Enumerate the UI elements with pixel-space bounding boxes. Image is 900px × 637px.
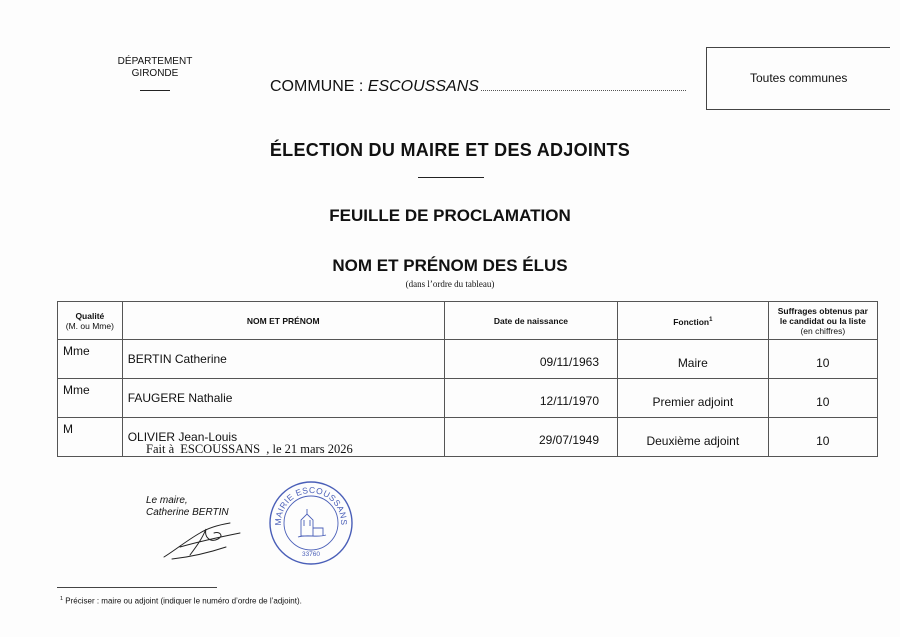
header-fonction-label: Fonction (673, 316, 710, 327)
signatory-title: Le maire, (146, 495, 188, 506)
section-title: NOM ET PRÉNOM DES ÉLUS (332, 256, 568, 275)
cell-date: 12/11/1970 (444, 379, 617, 418)
department-block (110, 56, 200, 91)
section-note: (dans l’ordre du tableau) (405, 279, 495, 289)
title-rule (418, 177, 484, 178)
department-name: GIRONDE (131, 68, 179, 79)
commune-label: COMMUNE : (270, 78, 364, 95)
commune-name: ESCOUSSANS (367, 78, 479, 95)
signatory-block (146, 495, 229, 519)
place-name: ESCOUSSANS (180, 442, 261, 456)
cell-date: 29/07/1949 (444, 418, 617, 457)
cell-nom: FAUGERE Nathalie (122, 379, 444, 418)
commune-line (270, 78, 686, 96)
cell-qualite: Mme (58, 340, 123, 379)
cell-nom: OLIVIER Jean-Louis (122, 418, 444, 457)
header-qualite-line1: Qualité (75, 310, 105, 321)
header-qualite (58, 302, 123, 340)
signature-date: , le 21 mars 2026 (266, 442, 353, 456)
cell-suffrages: 10 (768, 418, 877, 457)
footnote-text: Préciser : maire ou adjoint (indiquer le numéro d’ordre de l’adjoint). (65, 596, 302, 606)
header-fonction (618, 302, 769, 340)
handwritten-signature (160, 517, 250, 562)
footnote (60, 596, 302, 606)
cell-date: 09/11/1963 (444, 340, 617, 379)
table-header-row (58, 302, 878, 340)
subtitle: FEUILLE DE PROCLAMATION (329, 206, 571, 225)
department-rule (140, 90, 170, 91)
header-date: Date de naissance (444, 302, 617, 340)
header-nom: NOM ET PRÉNOM (122, 302, 444, 340)
signatory-name: Catherine BERTIN (146, 507, 229, 518)
header-qualite-line2: (M. ou Mme) (65, 320, 114, 331)
cell-suffrages: 10 (768, 340, 877, 379)
cell-fonction: Deuxième adjoint (618, 418, 769, 457)
right-box-label: Toutes communes (750, 71, 848, 85)
elected-table (57, 301, 878, 457)
cell-fonction: Premier adjoint (618, 379, 769, 418)
header-suffrages-line1: Suffrages obtenus par (777, 305, 868, 316)
stamp-text: MAIRIE ESCOUSSANS (272, 484, 350, 526)
place-prefix: Fait à (146, 442, 175, 456)
table-row (58, 340, 878, 379)
footnote-marker: 1 (60, 596, 64, 602)
stamp-code: 33760 (301, 551, 321, 558)
cell-qualite: Mme (58, 379, 123, 418)
cell-fonction: Maire (618, 340, 769, 379)
place-date-line (146, 442, 356, 457)
mairie-stamp (268, 480, 354, 566)
header-suffrages-line3: (en chiffres) (800, 325, 846, 336)
header-suffrages (768, 302, 877, 340)
commune-dotted-line (481, 90, 686, 91)
cell-suffrages: 10 (768, 379, 877, 418)
cell-qualite: M (58, 418, 123, 457)
main-title: ÉLECTION DU MAIRE ET DES ADJOINTS (269, 140, 631, 160)
table-row (58, 379, 878, 418)
department-label: DÉPARTEMENT (117, 56, 193, 67)
header-fonction-footnote-marker: 1 (709, 316, 713, 323)
cell-nom: BERTIN Catherine (122, 340, 444, 379)
header-suffrages-line2: le candidat ou la liste (779, 315, 866, 326)
footnote-rule (57, 587, 217, 588)
